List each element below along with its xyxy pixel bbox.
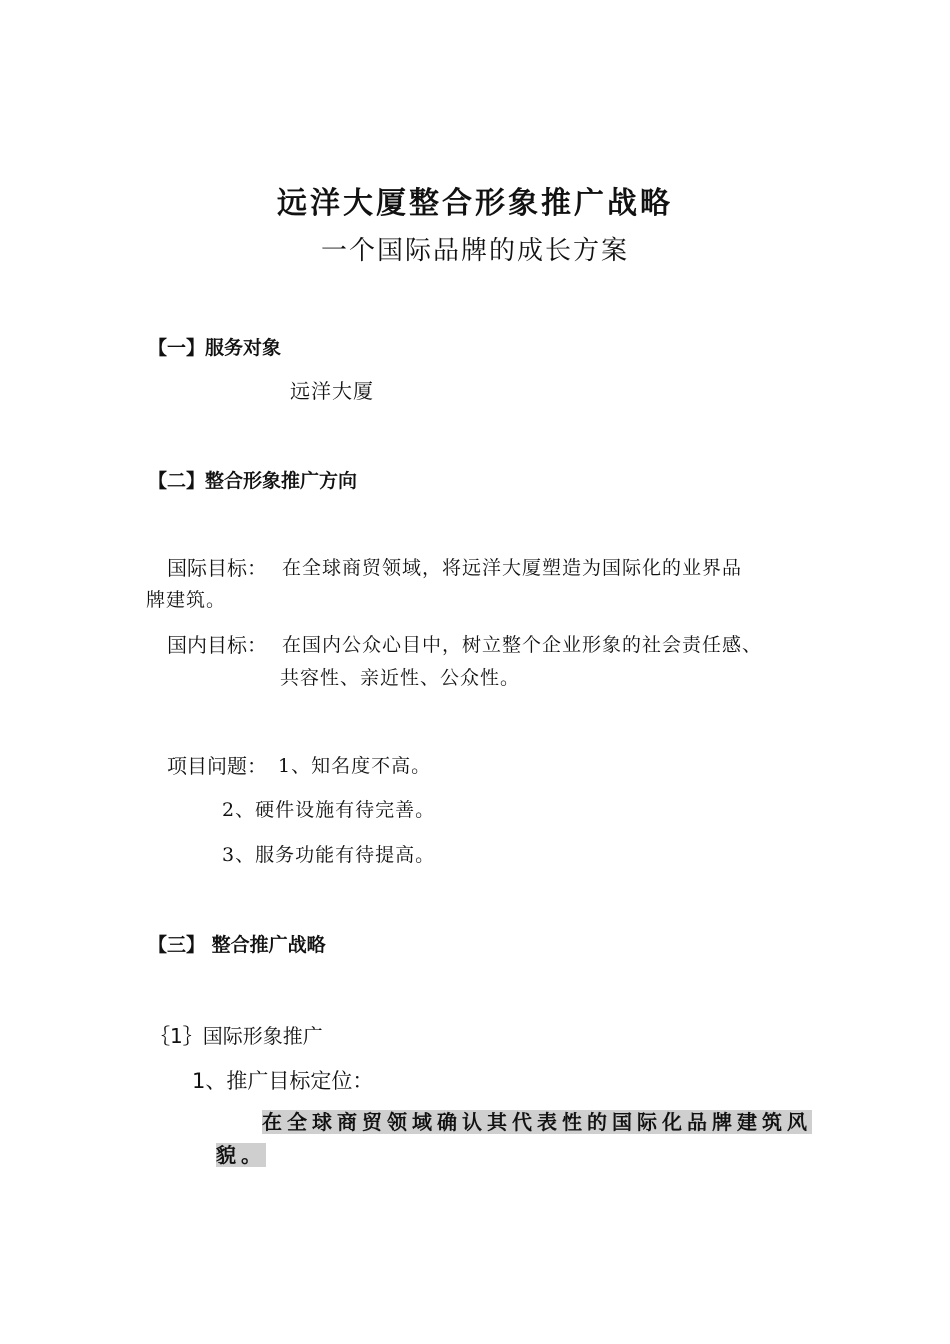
highlight-text-line1 bbox=[262, 1106, 812, 1135]
section1-heading: 【一】服务对象 bbox=[148, 337, 282, 359]
domestic-goal-text-line2: 共容性、亲近性、公众性。 bbox=[280, 667, 521, 689]
intl-goal-text-line1: 在全球商贸领域，将远洋大厦塑造为国际化的业界品 bbox=[282, 557, 743, 579]
intl-promotion-heading: ｛1｝国际形象推广 bbox=[150, 1024, 323, 1048]
domestic-goal-text-line1: 在国内公众心目中，树立整个企业形象的社会责任感、 bbox=[282, 634, 763, 656]
domestic-goal-label: 国内目标： bbox=[167, 633, 267, 657]
issue-item: 3、服务功能有待提高。 bbox=[222, 844, 436, 866]
document-title: 远洋大厦整合形象推广战略 bbox=[277, 186, 673, 221]
highlight-text: 在全球商贸领域确认其代表性的国际化品牌建筑风 bbox=[262, 1110, 812, 1134]
service-target-text: 远洋大厦 bbox=[290, 379, 374, 403]
project-issues-label: 项目问题： bbox=[167, 754, 267, 778]
section2-heading: 【二】整合形象推广方向 bbox=[148, 470, 358, 492]
intl-goal-label: 国际目标： bbox=[167, 556, 267, 580]
issue-item: 2、硬件设施有待完善。 bbox=[222, 799, 436, 821]
issue-item: 1、知名度不高。 bbox=[278, 755, 432, 777]
intl-goal-text-line2: 牌建筑。 bbox=[146, 589, 227, 611]
highlight-text: 貌。 bbox=[216, 1143, 266, 1167]
section3-heading: 【三】 整合推广战略 bbox=[148, 934, 326, 956]
highlight-text-line2 bbox=[216, 1139, 266, 1168]
document-subtitle: 一个国际品牌的成长方案 bbox=[320, 236, 629, 266]
promotion-goal-heading: 1、推广目标定位： bbox=[192, 1069, 374, 1093]
